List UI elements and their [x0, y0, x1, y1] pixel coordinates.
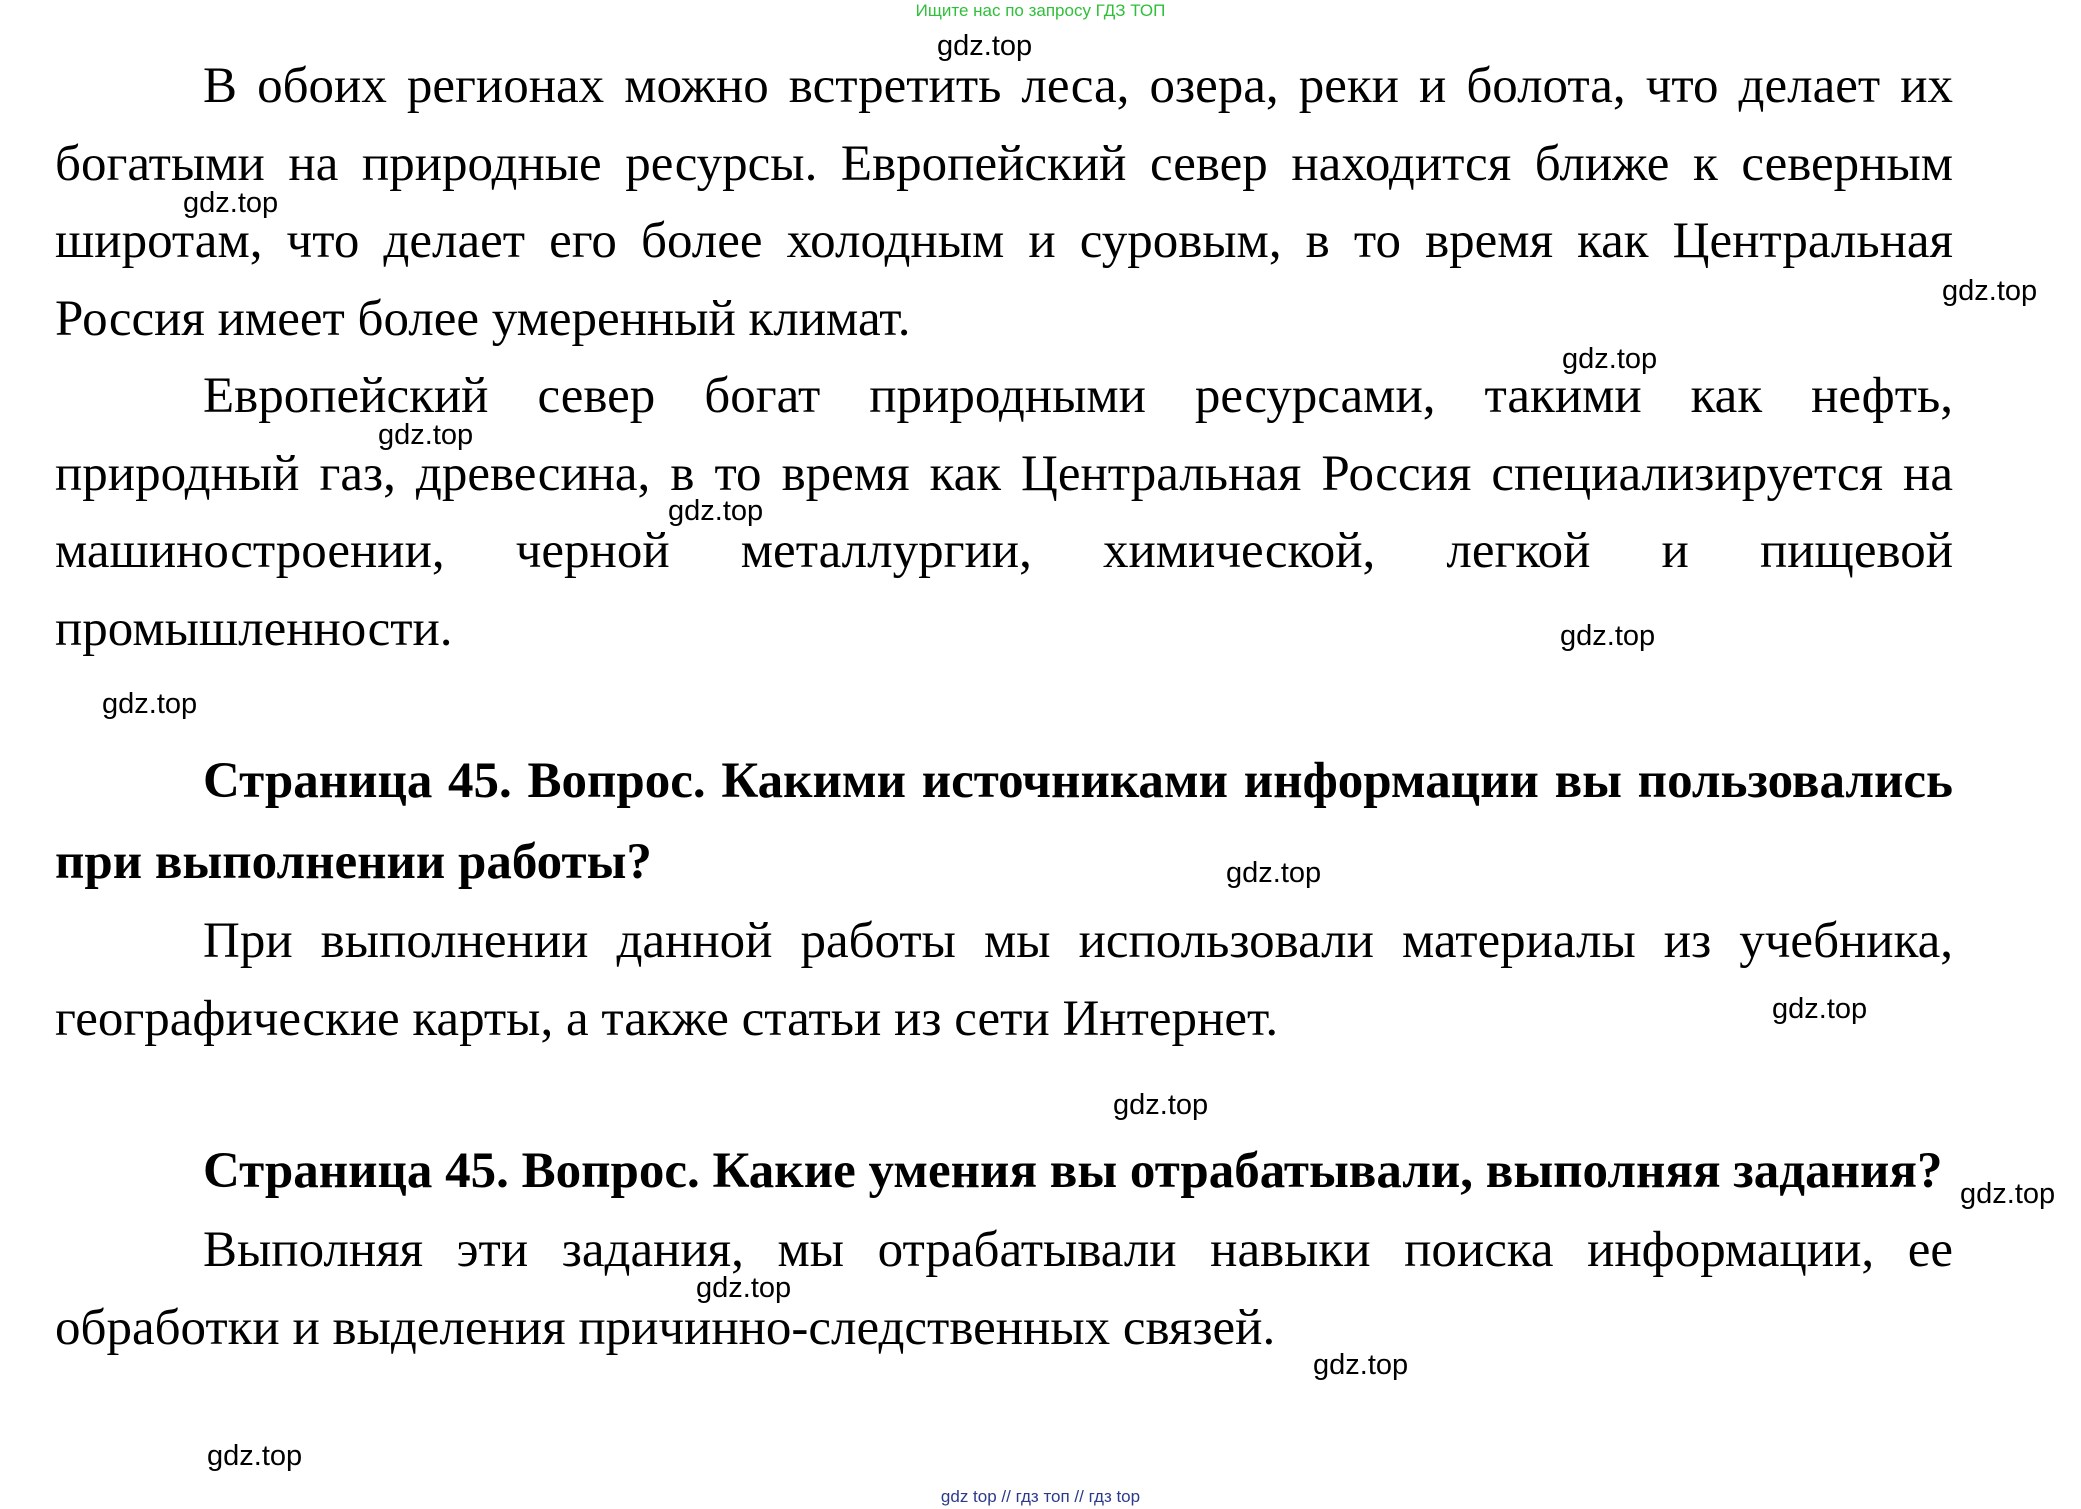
watermark: gdz.top [207, 1440, 303, 1472]
watermark: gdz.top [1113, 1089, 1209, 1121]
watermark: gdz.top [1560, 620, 1656, 652]
watermark: gdz.top [668, 495, 764, 527]
watermark: gdz.top [1942, 275, 2038, 307]
watermark: gdz.top [378, 419, 474, 451]
watermark: gdz.top [696, 1272, 792, 1304]
paragraph-skills: Выполняя эти задания, мы отрабатывали навыки поиска информации, ее обработки и выделения причинно-следственных связей. [55, 1222, 1953, 1356]
paragraph-sources: При выполнении данной работы мы использовали материалы из учебника, географические карты, а также статьи из сети Интернет. [55, 913, 1953, 1047]
watermark: gdz.top [1313, 1349, 1409, 1381]
footer-links[interactable]: gdz top // гдз топ // гдз top [940, 1487, 1141, 1506]
top-banner[interactable]: Ищите нас по запросу ГДЗ ТОП [915, 1, 1166, 20]
answer-block-3 [55, 1131, 1953, 1367]
watermark: gdz.top [1562, 343, 1658, 375]
paragraph-resources: Европейский север богат природными ресурсами, такими как нефть, природный газ, древесина, в то время как Центральная Россия специализируется на машиностроении, черной металлургии, химической, легкой и пищевой промышленности. [55, 368, 1953, 657]
answer-block-2 [55, 741, 1953, 1058]
question-heading-sources: Страница 45. Вопрос. Какими источниками информации вы пользовались при выполнении работы? [55, 753, 1953, 890]
answer-block-1 [55, 48, 1953, 668]
watermark: gdz.top [1226, 857, 1322, 889]
watermark: gdz.top [1960, 1178, 2056, 1210]
watermark: gdz.top [937, 30, 1033, 62]
watermark: gdz.top [1772, 993, 1868, 1025]
question-heading-skills: Страница 45. Вопрос. Какие умения вы отрабатывали, выполняя задания? [203, 1143, 1943, 1199]
watermark: gdz.top [102, 688, 198, 720]
watermark: gdz.top [183, 187, 279, 219]
paragraph-climate: В обоих регионах можно встретить леса, озера, реки и болота, что делает их богатыми на природные ресурсы. Европейский север находится ближе к северным широтам, что делает его более холодным и суровым, в то время как Центральная Россия имеет более умеренный климат. [55, 58, 1953, 347]
